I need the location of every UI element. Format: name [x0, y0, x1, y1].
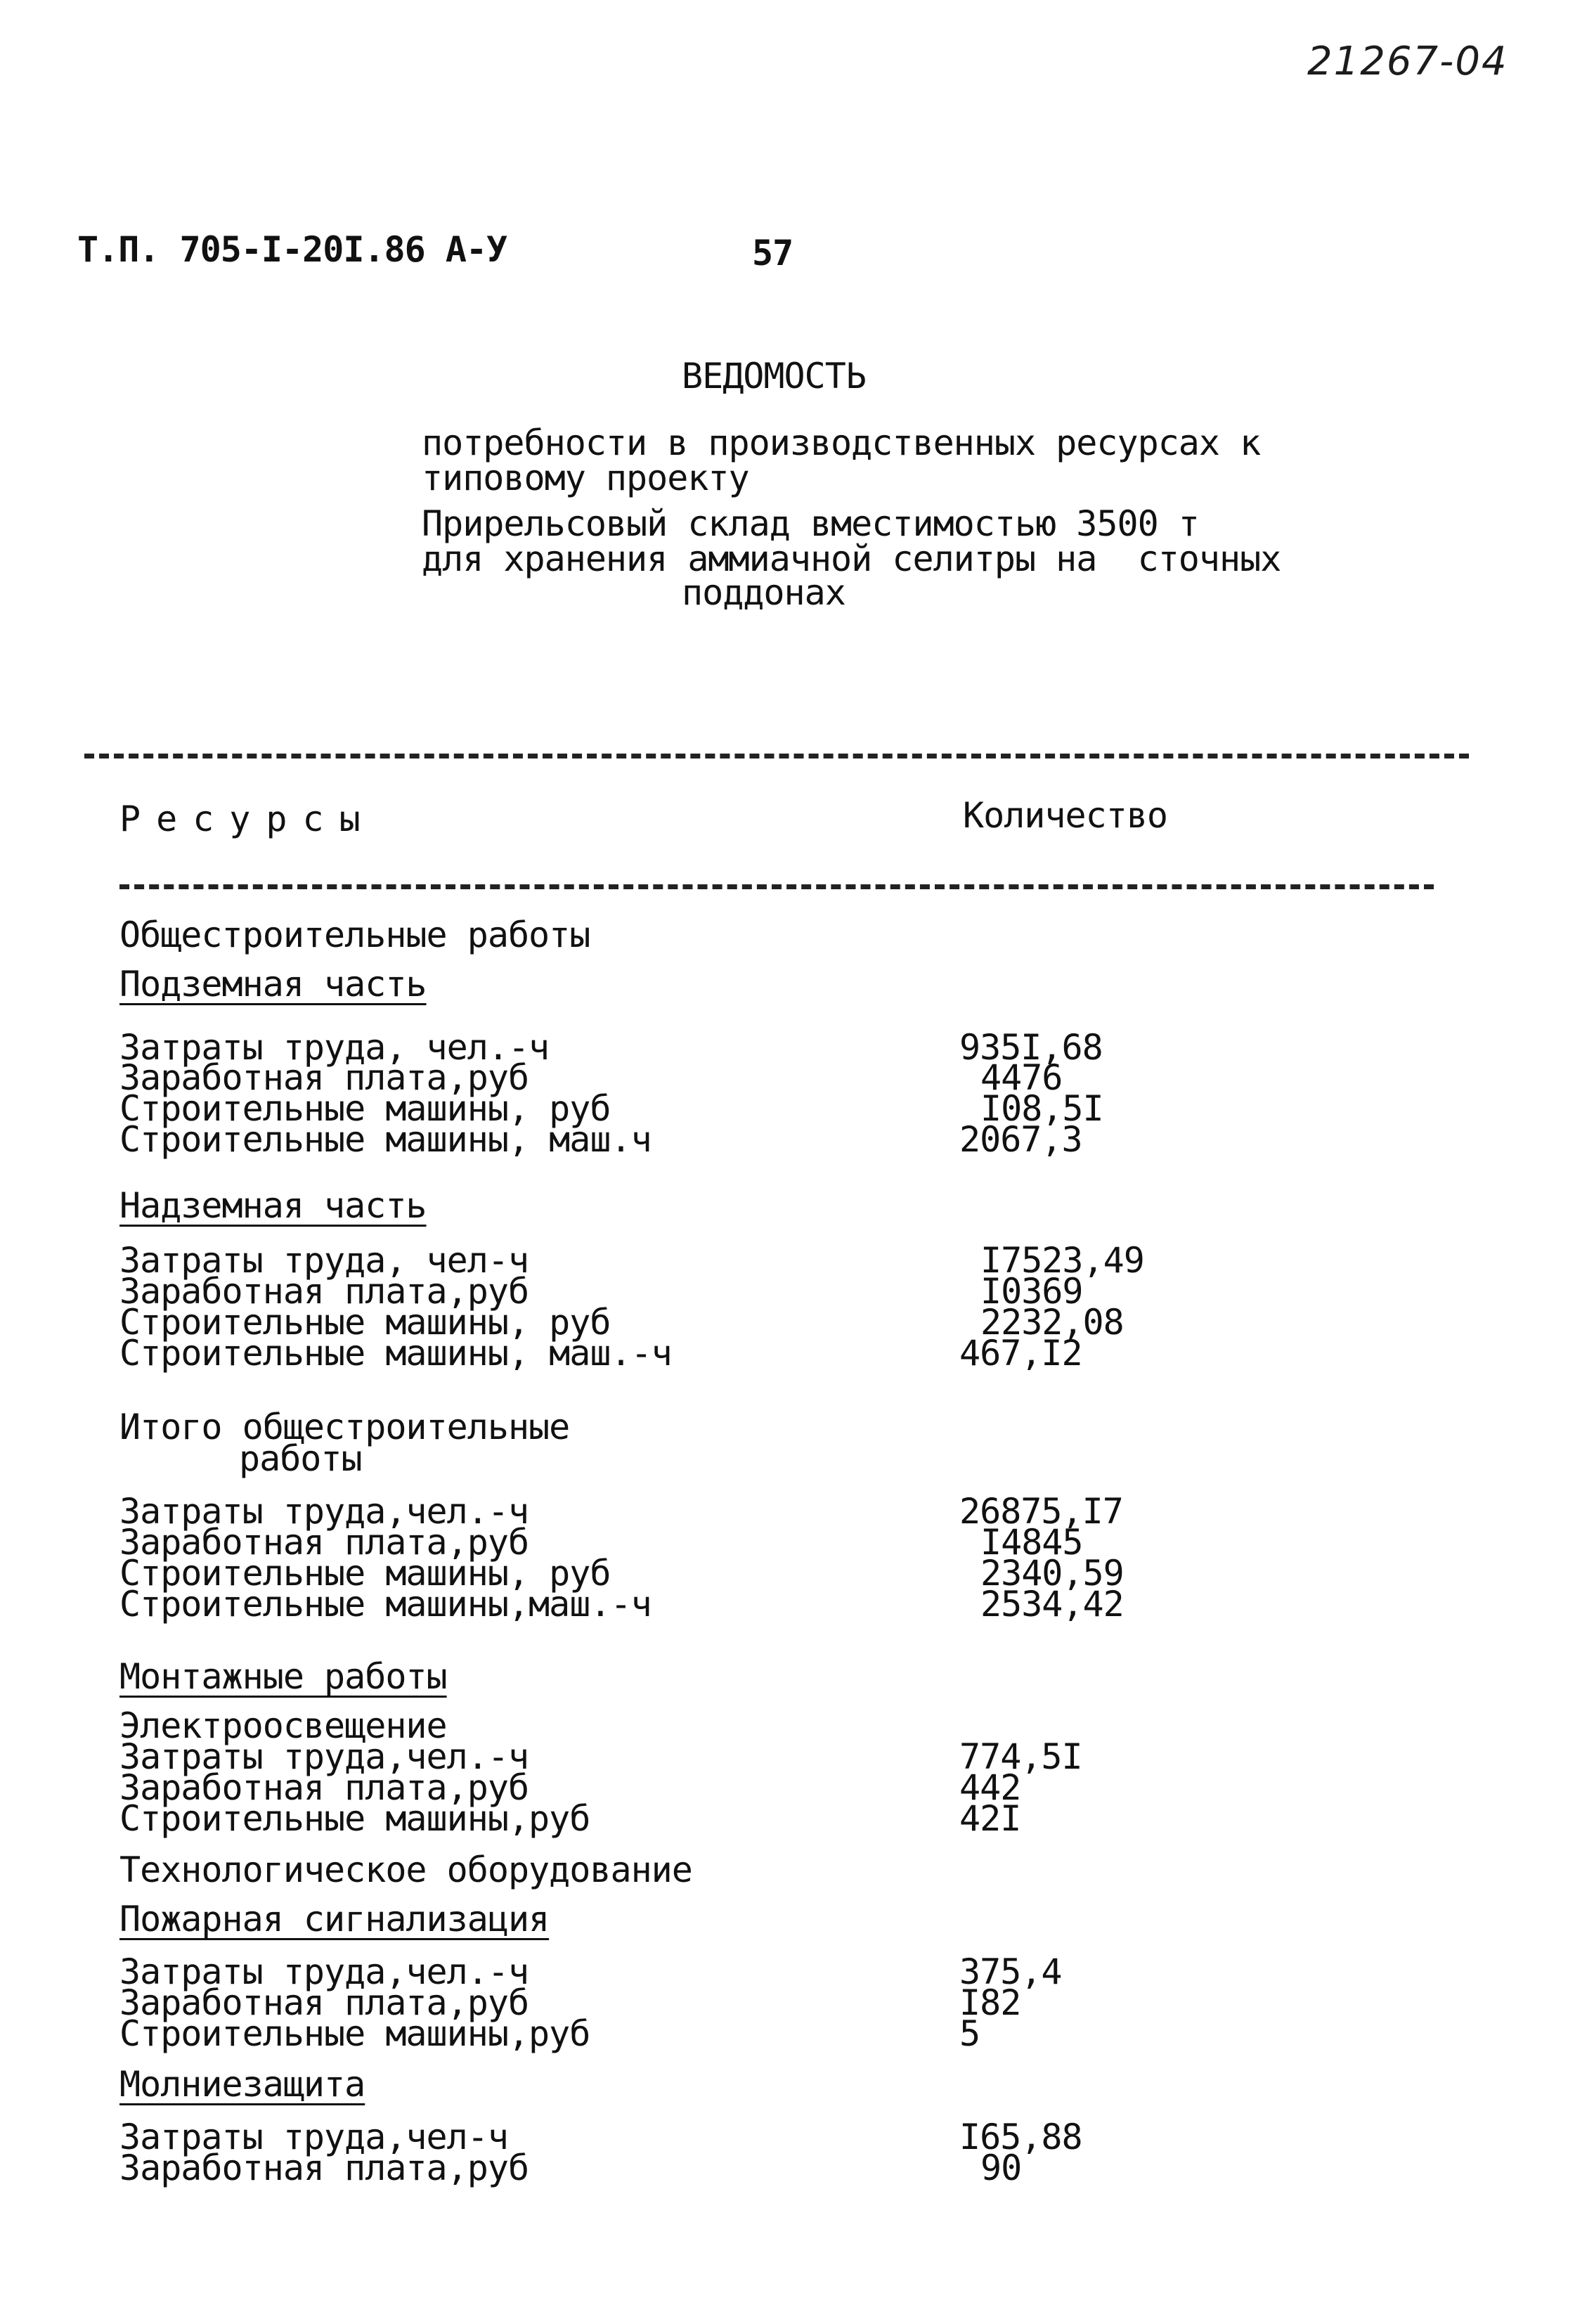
table-row — [0, 1798, 1594, 1839]
row-value: 2534,42 — [980, 1584, 1124, 1625]
row-label: Затраты труда,чел-ч — [119, 2117, 508, 2157]
row-label: Затраты труда,чел.-ч — [119, 1736, 529, 1777]
row-label: Заработная плата,руб — [119, 1271, 529, 1312]
section-title-aboveground: Надземная часть — [119, 1185, 427, 1226]
table-row — [0, 1584, 1594, 1625]
table-row — [0, 1333, 1594, 1374]
project-line-1: Прирельсовый склад вместимостью 3500 т — [422, 503, 1199, 544]
project-line-3: поддонах — [682, 572, 845, 613]
table-row — [0, 2150, 1594, 2186]
section-title-underground: Подземная часть — [119, 964, 427, 1005]
table-header-rule — [119, 884, 1434, 889]
row-value: 42I — [959, 1798, 1021, 1839]
row-label: Затраты труда, чел-ч — [119, 1240, 529, 1281]
row-label: Заработная плата,руб — [119, 1057, 529, 1098]
row-label: Заработная плата,руб — [119, 1522, 529, 1563]
total-title-line-2: работы — [239, 1438, 362, 1479]
row-label: Затраты труда,чел.-ч — [119, 1491, 529, 1532]
group-title-general: Общестроительные работы — [119, 915, 590, 955]
section-title-lightning: Молниезащита — [119, 2064, 365, 2105]
row-label: Заработная плата,руб — [119, 1767, 529, 1808]
document-title: ВЕДОМОСТЬ — [682, 356, 866, 396]
doc-code: Т.П. 705-I-20I.86 А-У — [77, 229, 507, 270]
row-label: Заработная плата,руб — [119, 1982, 529, 2023]
row-value: 935I,68 — [959, 1027, 1103, 1068]
table-row — [0, 1119, 1594, 1160]
row-value: 375,4 — [959, 1951, 1062, 1992]
table-top-rule — [84, 754, 1469, 758]
row-label: Затраты труда, чел.-ч — [119, 1027, 550, 1068]
row-label: Строительные машины,руб — [119, 1798, 590, 1839]
column-header-resource: Ресурсы — [119, 799, 376, 839]
row-label: Заработная плата,руб — [119, 2148, 529, 2188]
row-value: 442 — [959, 1767, 1021, 1808]
section-title-assembly: Монтажные работы — [119, 1656, 447, 1697]
row-label: Строительные машины,руб — [119, 2013, 590, 2054]
row-label: Строительные машины, руб — [119, 1088, 611, 1129]
row-label: Строительные машины, руб — [119, 1553, 611, 1594]
project-line-2: для хранения аммиачной селитры на сточных — [422, 538, 1281, 579]
row-value: I4845 — [980, 1522, 1083, 1563]
row-value: 774,5I — [959, 1736, 1082, 1777]
row-value: 90 — [980, 2148, 1022, 2188]
row-value: I65,88 — [959, 2117, 1082, 2157]
row-value: 26875,I7 — [959, 1491, 1123, 1532]
total-title-line-1: Итого общестроительные — [119, 1407, 570, 1447]
row-value: I0369 — [980, 1271, 1083, 1312]
group-title-lighting: Электроосвещение — [119, 1705, 447, 1746]
table-row — [0, 2013, 1594, 2054]
row-value: I08,5I — [980, 1088, 1103, 1129]
row-value: 467,I2 — [959, 1333, 1082, 1374]
row-label: Строительные машины, маш.-ч — [119, 1333, 672, 1374]
subtitle-line-2: типовому проекту — [422, 458, 749, 498]
row-value: 2067,3 — [959, 1119, 1082, 1160]
row-label: Строительные машины,маш.-ч — [119, 1584, 652, 1625]
row-label: Затраты труда,чел.-ч — [119, 1951, 529, 1992]
row-value: 5 — [959, 2013, 980, 2054]
section-title-fire-alarm: Пожарная сигнализация — [119, 1899, 550, 1939]
row-value: I82 — [959, 1982, 1021, 2023]
subtitle-line-1: потребности в производственных ресурсах к — [422, 422, 1261, 463]
archive-number: 21267-04 — [1307, 39, 1508, 84]
page-number: 57 — [752, 233, 793, 273]
row-value: 4476 — [980, 1057, 1063, 1098]
row-value: 2340,59 — [980, 1553, 1124, 1594]
column-header-quantity: Количество — [963, 795, 1168, 836]
group-title-equipment: Технологическое оборудование — [119, 1849, 692, 1890]
row-value: I7523,49 — [980, 1240, 1144, 1281]
row-value: 2232,08 — [980, 1302, 1124, 1343]
row-label: Строительные машины, маш.ч — [119, 1119, 652, 1160]
row-label: Строительные машины, руб — [119, 1302, 611, 1343]
